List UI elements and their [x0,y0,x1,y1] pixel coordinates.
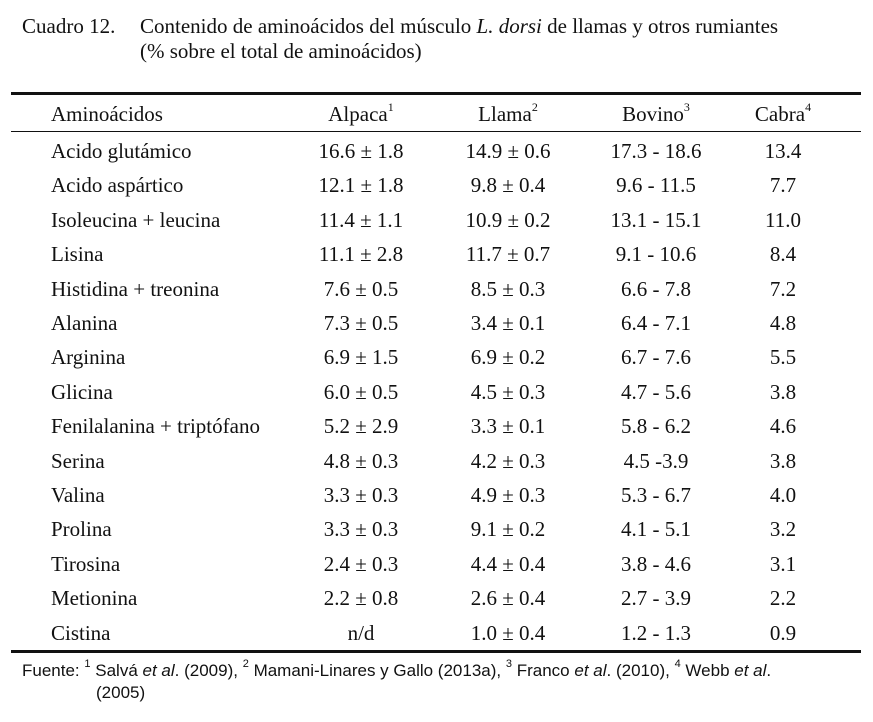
bovino-value: 13.1 - 15.1 [610,207,702,232]
table-row [0,478,873,512]
table-header-row [0,97,873,131]
alpaca-value: 7.3 ± 0.5 [323,311,399,335]
table-header-rule [11,131,861,132]
table-row [0,306,873,340]
table-row [0,340,873,374]
header-bovino: Bovino$^3$ [622,100,690,126]
header-cabra: Cabra$^4$ [754,100,812,126]
aminoacid-name: Cistina [51,620,111,645]
bovino-value: 6.4 - 7.1 [621,311,691,335]
table-row [0,581,873,615]
aminoacid-name: Fenilalanina + triptófano [51,414,260,439]
aminoacid-name: Acido aspártico [51,173,184,198]
alpaca-value: n/d [347,620,375,645]
llama-value: 8.5 ± 0.3 [470,276,546,301]
llama-value: 4.4 ± 0.4 [470,551,546,576]
llama-value: 10.9 ± 0.2 [465,207,551,232]
aminoacid-name: Arginina [51,345,126,370]
llama-value: 14.9 ± 0.6 [465,139,551,163]
aminoacid-name: Isoleucina + leucina [51,207,221,232]
alpaca-value: 11.1 ± 2.8 [318,242,404,267]
aminoacid-name: Metionina [51,586,138,611]
alpaca-value: 12.1 ± 1.8 [318,173,404,198]
caption-line2: (% sobre el total de aminoácidos) [140,39,422,63]
table-row [0,444,873,478]
cabra-value: 8.4 [769,242,797,267]
alpaca-value: 2.2 ± 0.8 [323,586,399,611]
alpaca-value: 11.4 ± 1.1 [318,207,404,232]
aminoacid-name: Valina [51,483,105,507]
alpaca-value: 7.6 ± 0.5 [323,276,399,301]
llama-value: 9.1 ± 0.2 [470,517,546,542]
table-row [0,203,873,237]
cabra-value: 3.8 [769,379,797,404]
bovino-value: 5.8 - 6.2 [621,414,691,439]
bovino-value: 2.7 - 3.9 [621,586,691,611]
alpaca-value: 3.3 ± 0.3 [323,483,399,507]
aminoacid-name: Histidina + treonina [51,276,220,301]
llama-value: 3.4 ± 0.1 [470,311,546,335]
bovino-value: 4.5 -3.9 [623,448,689,473]
cabra-value: 4.0 [769,483,797,507]
table-row [0,272,873,306]
table-row [0,616,873,650]
table-row [0,512,873,546]
bovino-value: 5.3 - 6.7 [621,483,691,507]
bovino-value: 17.3 - 18.6 [610,139,702,163]
cabra-value: 11.0 [765,207,801,232]
bovino-value: 6.6 - 7.8 [621,276,691,301]
caption-species: L. dorsi [476,14,542,38]
llama-value: 4.9 ± 0.3 [470,483,546,507]
bovino-value: 3.8 - 4.6 [621,551,691,576]
header-llama: Llama$^2$ [478,100,538,126]
llama-value: 9.8 ± 0.4 [470,173,546,198]
llama-value: 2.6 ± 0.4 [470,586,546,611]
header-aminoacidos: Aminoácidos [51,102,163,126]
alpaca-value: 3.3 ± 0.3 [323,517,399,542]
table-row [0,168,873,202]
cabra-value: 5.5 [769,345,797,370]
table-row [0,547,873,581]
bovino-value: 9.1 - 10.6 [615,242,697,267]
cabra-value: 4.6 [769,414,797,439]
aminoacid-name: Lisina [51,242,104,267]
caption-text-before: Contenido de aminoácidos del músculo [140,14,477,38]
cabra-value: 3.1 [769,551,797,576]
llama-value: 6.9 ± 0.2 [470,345,546,370]
cabra-value: 4.8 [769,311,797,335]
aminoacid-name: Alanina [51,311,118,335]
bovino-value: 4.1 - 5.1 [621,517,691,542]
aminoacid-name: Glicina [51,379,113,404]
cabra-value: 13.4 [764,139,802,163]
llama-value: 3.3 ± 0.1 [470,414,546,439]
table-caption [22,14,852,64]
llama-value: 4.5 ± 0.3 [470,379,546,404]
llama-value: 1.0 ± 0.4 [470,620,546,645]
table-row [0,409,873,443]
header-alpaca: Alpaca$^1$ [328,100,394,126]
table-row [0,134,873,168]
aminoacid-name: Tirosina [51,551,121,576]
bovino-value: 1.2 - 1.3 [621,620,691,645]
caption-label: Cuadro 12. [22,14,116,38]
source-label: Fuente: [22,661,80,680]
llama-value: 11.7 ± 0.7 [465,242,551,267]
cabra-value: 7.2 [769,276,797,301]
bovino-value: 9.6 - 11.5 [616,173,696,198]
aminoacid-name: Serina [51,448,105,473]
bovino-value: 6.7 - 7.6 [621,345,691,370]
table-top-rule [11,92,861,95]
cabra-value: 3.8 [769,448,797,473]
source-year-line: (2005) [96,683,146,702]
alpaca-value: 6.9 ± 1.5 [323,345,399,370]
llama-value: 4.2 ± 0.3 [470,448,546,473]
cabra-value: 7.7 [769,173,797,198]
alpaca-value: 5.2 ± 2.9 [323,414,399,439]
cabra-value: 2.2 [769,586,797,611]
aminoacid-name: Prolina [51,517,112,542]
alpaca-value: 2.4 ± 0.3 [323,551,399,576]
aminoacid-name: Acido glutámico [51,139,192,163]
table-bottom-rule [11,650,861,653]
alpaca-value: 4.8 ± 0.3 [323,448,399,473]
table-row [0,237,873,271]
caption-text-after: de llamas y otros rumiantes [541,14,779,38]
table-source-note: Fuente: $^1$ Salvá et al. (2009), $^2$ Mamani-Linares y Gallo (2013a), $^3$ Franco et al. (2010), $^4$ Webb et al. (2005) [22,660,862,704]
table-row [0,375,873,409]
alpaca-value: 6.0 ± 0.5 [323,379,399,404]
cabra-value: 3.2 [769,517,797,542]
cabra-value: 0.9 [769,620,797,645]
bovino-value: 4.7 - 5.6 [621,379,691,404]
alpaca-value: 16.6 ± 1.8 [318,139,404,163]
